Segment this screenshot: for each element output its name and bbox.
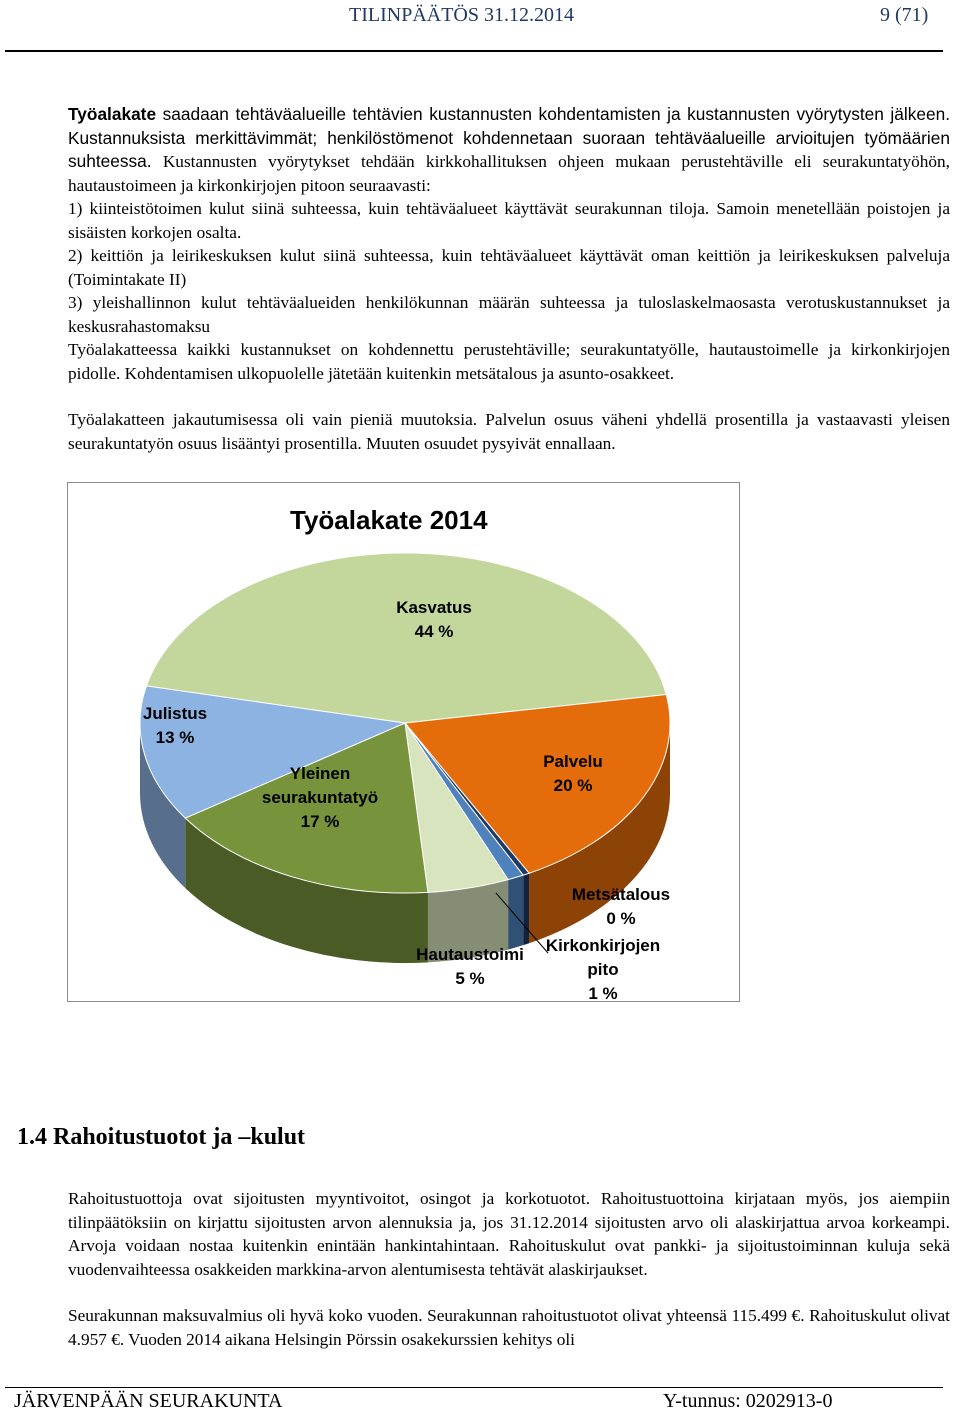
document-title: TILINPÄÄTÖS 31.12.2014 (349, 4, 574, 26)
data-label-kasvatus-0: Kasvatus (396, 598, 472, 617)
section-rahoitus (68, 1187, 950, 1351)
data-label-metsatalous-1: 0 % (606, 909, 636, 928)
paragraph-allocation: Työalakatteessa kaikki kustannukset on kohdennettu perustehtäville; seurakuntatyölle, hautaustoimelle ja kirkonkirjojen pidolle. Kohdentamisen ulkopuolelle jätetään kuitenkin metsätalous ja asunto-osakkeet. (68, 340, 950, 383)
data-label-julistus-1: 13 % (155, 728, 195, 747)
data-label-yleinen-2: 17 % (300, 812, 340, 831)
list-item-1: 1) kiinteistötoimen kulut siinä suhteessa, kuin tehtäväalueet käyttävät seurakunnan tiloja. Samoin menetellään poistojen ja sisäisten korkojen osalta. (68, 199, 950, 242)
footer-business-id: Y-tunnus: 0202913-0 (663, 1390, 833, 1412)
header-divider (5, 50, 943, 52)
footer-organization: JÄRVENPÄÄN SEURAKUNTA (14, 1390, 283, 1412)
data-label-kirkonkirjojen-0: Kirkonkirjojen (545, 936, 661, 955)
data-label-yleinen-0: Yleinen (289, 764, 351, 783)
pie-side-mets-talous (523, 873, 529, 945)
paragraph-maksuvalmius: Seurakunnan maksuvalmius oli hyvä koko vuoden. Seurakunnan rahoitustuotot olivat yhteensä 115.499 €. Rahoituskulut olivat 4.957 €. Vuoden 2014 aikana Helsingin Pörssin osakekurssien kehitys oli (68, 1306, 950, 1349)
paragraph-intro-text2: Kustannusten vyörytykset tehdään kirkkohallituksen ohjeen mukaan perustehtäville eli seurakuntatyöhön, hautaustoimeen ja kirkonkirjojen pitoon seuraavasti: (68, 152, 950, 195)
data-label-yleinen-1: seurakuntatyö (261, 788, 379, 807)
list-item-3: 3) yleishallinnon kulut tehtäväalueiden henkilökunnan määrän suhteessa ja tuloslaskelmaosasta verotuskustannukset ja keskusrahastomaksu (68, 293, 950, 336)
data-label-palvelu-1: 20 % (553, 776, 593, 795)
section-tyoalakate (68, 103, 950, 455)
page-number: 9 (71) (880, 4, 929, 26)
paragraph-rahoitustuotot: Rahoitustuottoja ovat sijoitusten myyntivoitot, osingot ja korkotuotot. Rahoitustuottoina kirjataan myös, jos aiempiin tilinpäätöksiin on kirjattu sijoitusten arvon alennuksia ja, jos 31.12.2014 sijoitusten arvo oli alaskirjattua arvoa korkeampi. Arvoja voidaan nostaa kuitenkin enintään hankintahintaan. Rahoituskulut ovat pankki- ja sijoitustoiminnan kuluja sekä vuodenvaihteessa osakkeiden markkina-arvon alentumisesta tehtävät alaskirjaukset. (68, 1189, 950, 1279)
data-label-kirkonkirjojen-2: 1 % (588, 984, 618, 1003)
pie-chart-svg (68, 483, 741, 1003)
data-label-kasvatus-1: 44 % (414, 622, 454, 641)
data-label-palvelu-0: Palvelu (543, 752, 603, 771)
page-header (0, 2, 960, 32)
data-label-julistus-0: Julistus (142, 704, 208, 723)
list-item-2: 2) keittiön ja leirikeskuksen kulut siinä suhteessa, kuin tehtäväalueet käyttävät oman keittiön ja leirikeskuksen palveluja (Toimintakate II) (68, 246, 950, 289)
paragraph-changes: Työalakatteen jakautumisessa oli vain pieniä muutoksia. Palvelun osuus väheni yhdellä prosentilla ja vastaavasti yleisen seurakuntatyön osuus lisääntyi prosentilla. Muuten osuudet pysyivät ennallaan. (68, 410, 950, 453)
chart-title: Työalakate 2014 (290, 505, 488, 535)
pie-side-kirkonkirjojen-pito (508, 875, 523, 949)
term-tyoalakate: Työalakate (68, 104, 157, 124)
data-label-hautaustoimi-0: Hautaustoimi (416, 945, 524, 964)
paragraph-intro-text: saadaan tehtäväalueille tehtävien kustannusten kohdentamisten ja kustannusten vyörytysten jälkeen. Kustannuksista merkittävimmät; henkilöstömenot kohdennetaan suoraan tehtäväalueille arvioitujen työmäärien suhteessa. (68, 104, 950, 171)
section-heading: 1.4 Rahoitustuotot ja –kulut (17, 1124, 306, 1150)
data-label-kirkonkirjojen-1: pito (587, 960, 619, 979)
data-label-metsatalous-0: Metsätalous (571, 885, 671, 904)
data-label-hautaustoimi-1: 5 % (455, 969, 485, 988)
paragraph-intro (68, 103, 950, 197)
pie-chart (67, 482, 740, 1002)
footer-divider (5, 1387, 943, 1388)
